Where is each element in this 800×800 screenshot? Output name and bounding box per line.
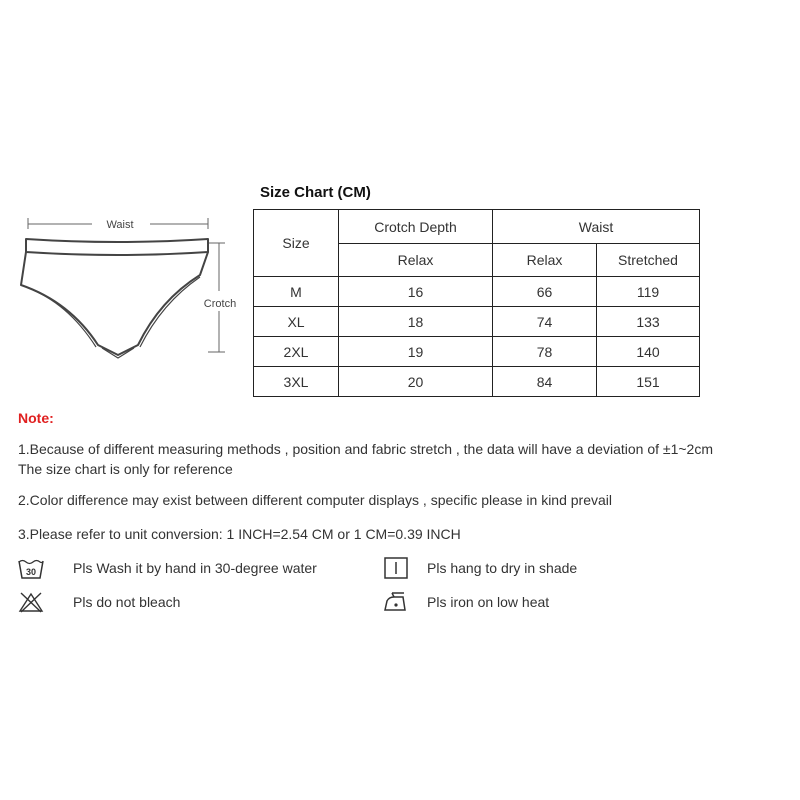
header-waist-relax: Relax bbox=[493, 244, 597, 277]
note-title: Note: bbox=[18, 410, 54, 426]
cell-waist-stretched: 151 bbox=[597, 367, 700, 397]
care-label-iron-low: Pls iron on low heat bbox=[427, 594, 550, 610]
cell-crotch-relax: 16 bbox=[339, 277, 493, 307]
cell-crotch-relax: 20 bbox=[339, 367, 493, 397]
care-label-hand-wash: Pls Wash it by hand in 30-degree water bbox=[73, 560, 317, 576]
hand-wash-icon bbox=[18, 558, 44, 580]
cell-waist-relax: 66 bbox=[493, 277, 597, 307]
cell-waist-stretched: 140 bbox=[597, 337, 700, 367]
size-chart-title: Size Chart (CM) bbox=[260, 184, 371, 201]
crotch-label: Crotch bbox=[203, 298, 237, 310]
header-waist-stretched: Stretched bbox=[597, 244, 700, 277]
care-item-hand-wash bbox=[18, 558, 44, 585]
header-crotch-depth: Crotch Depth bbox=[339, 210, 493, 244]
cell-size: 3XL bbox=[254, 367, 339, 397]
iron-low-icon bbox=[377, 591, 413, 613]
hang-dry-shade-icon bbox=[383, 557, 409, 579]
table-header-row bbox=[254, 210, 700, 244]
header-size: Size bbox=[254, 210, 339, 277]
cell-waist-stretched: 133 bbox=[597, 307, 700, 337]
cell-size: XL bbox=[254, 307, 339, 337]
note-line-1b: The size chart is only for reference bbox=[18, 461, 233, 477]
panty-diagram bbox=[10, 205, 250, 365]
care-item-iron-low bbox=[377, 591, 413, 618]
no-bleach-icon bbox=[18, 591, 44, 613]
table-row bbox=[254, 277, 700, 307]
note-line-3: 3.Please refer to unit conversion: 1 INCH=2.54 CM or 1 CM=0.39 INCH bbox=[18, 526, 461, 542]
table-row bbox=[254, 367, 700, 397]
note-line-1: 1.Because of different measuring methods , position and fabric stretch , the data will have a deviation of ±1~2cm bbox=[18, 441, 713, 457]
care-label-hang-dry: Pls hang to dry in shade bbox=[427, 560, 578, 576]
panty-outline bbox=[21, 239, 208, 358]
table-row bbox=[254, 337, 700, 367]
cell-waist-relax: 84 bbox=[493, 367, 597, 397]
cell-waist-relax: 78 bbox=[493, 337, 597, 367]
note-line-2: 2.Color difference may exist between different computer displays , specific please in kind prevail bbox=[18, 492, 613, 508]
cell-size: 2XL bbox=[254, 337, 339, 367]
table-row bbox=[254, 307, 700, 337]
size-chart-table bbox=[253, 209, 700, 397]
cell-crotch-relax: 19 bbox=[339, 337, 493, 367]
cell-waist-relax: 74 bbox=[493, 307, 597, 337]
care-item-no-bleach bbox=[18, 591, 44, 618]
cell-size: M bbox=[254, 277, 339, 307]
wash-temp-label: 30 bbox=[25, 567, 37, 577]
waist-label: Waist bbox=[106, 219, 134, 231]
header-crotch-relax: Relax bbox=[339, 244, 493, 277]
care-item-hang-dry bbox=[383, 557, 409, 584]
care-label-no-bleach: Pls do not bleach bbox=[73, 594, 181, 610]
cell-waist-stretched: 119 bbox=[597, 277, 700, 307]
header-waist: Waist bbox=[493, 210, 700, 244]
cell-crotch-relax: 18 bbox=[339, 307, 493, 337]
